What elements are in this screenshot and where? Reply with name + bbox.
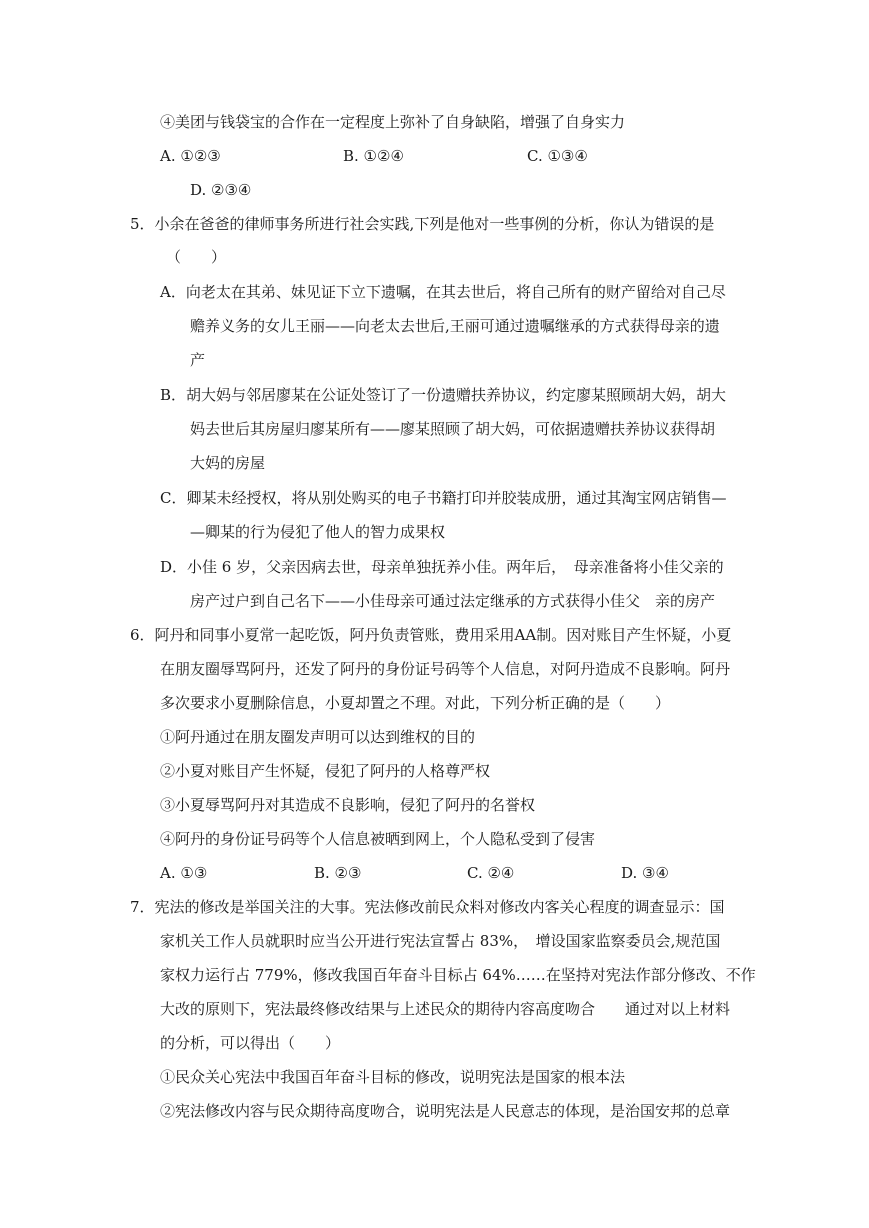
q6-option-b: B. ②③ bbox=[314, 864, 362, 882]
q5-option-a-line2: 赡养义务的女儿王丽——向老太去世后,王丽可通过遗嘱继承的方式获得母亲的遗 bbox=[190, 317, 720, 335]
q5-option-c-line2: —卿某的行为侵犯了他人的智力成果权 bbox=[190, 523, 446, 541]
q4-statement-4: ④美团与钱袋宝的合作在一定程度上弥补了自身缺陷，增强了自身实力 bbox=[160, 113, 626, 131]
q5-option-b-line3: 大妈的房屋 bbox=[190, 454, 266, 472]
q6-statement-2: ②小夏对账目产生怀疑，侵犯了阿丹的人格尊严权 bbox=[160, 762, 491, 780]
q7-stem-line1: 7．宪法的修改是举国关注的大事。宪法修改前民众料对修改内客关心程度的调查显示：国 bbox=[130, 898, 725, 916]
q6-option-d: D. ③④ bbox=[621, 864, 669, 882]
q6-option-c: C. ②④ bbox=[467, 864, 515, 882]
q5-option-d-line1: D．小佳 6 岁，父亲因病去世，母亲单独抚养小佳。两年后， 母亲准备将小佳父亲的 bbox=[160, 558, 724, 576]
q6-option-a: A. ①③ bbox=[160, 864, 208, 882]
q7-stem-line3: 家权力运行占 779%，修改我国百年奋斗目标占 64%……在坚持对宪法作部分修改、不作 bbox=[160, 966, 756, 984]
q5-option-b-line1: B．胡大妈与邻居廖某在公证处签订了一份遗赠扶养协议，约定廖某照顾胡大妈，胡大 bbox=[160, 386, 727, 404]
q5-stem: 5．小余在爸爸的律师事务所进行社会实践,下列是他对一些事例的分析，你认为错误的是 bbox=[130, 215, 715, 233]
q7-stem-line4: 大改的原则下，宪法最终修改结果与上述民众的期待内容高度吻合 通过对以上材料 bbox=[160, 1000, 731, 1018]
q7-stem-line5: 的分析，可以得出（ ） bbox=[160, 1034, 341, 1052]
q6-stem-line1: 6．阿丹和同事小夏常一起吃饭，阿丹负责管账，费用采用AA制。因对账目产生怀疑，小夏 bbox=[130, 626, 732, 644]
q7-statement-2: ②宪法修改内容与民众期待高度吻合，说明宪法是人民意志的体现，是治国安邦的总章 bbox=[160, 1102, 731, 1120]
q4-option-c: C. ①③④ bbox=[527, 147, 588, 165]
q6-statement-3: ③小夏辱骂阿丹对其造成不良影响，侵犯了阿丹的名誉权 bbox=[160, 796, 536, 814]
q7-statement-1: ①民众关心宪法中我国百年奋斗目标的修改，说明宪法是国家的根本法 bbox=[160, 1068, 626, 1086]
q4-option-b: B. ①②④ bbox=[343, 147, 404, 165]
q6-stem-line3: 多次要求小夏删除信息，小夏却置之不理。对此，下列分析正确的是（ ） bbox=[160, 694, 671, 712]
q5-option-a-line1: A．向老太在其弟、妹见证下立下遗嘱，在其去世后，将自己所有的财产留给对自己尽 bbox=[160, 283, 726, 301]
q5-option-a-line3: 产 bbox=[190, 351, 206, 369]
q5-option-b-line2: 妈去世后其房屋归廖某所有——廖某照顾了胡大妈，可依据遗赠扶养协议获得胡 bbox=[190, 420, 716, 438]
q4-option-d: D. ②③④ bbox=[190, 181, 252, 199]
q7-stem-line2: 家机关工作人员就职时应当公开进行宪法宣誓占 83%， 增设国家监察委员会,规范国 bbox=[160, 932, 721, 950]
q6-statement-1: ①阿丹通过在朋友圈发声明可以达到维权的目的 bbox=[160, 728, 476, 746]
q5-option-c-line1: C．卿某未经授权，将从别处购买的电子书籍打印并胶装成册，通过其淘宝网店销售— bbox=[160, 489, 727, 507]
q4-option-a: A. ①②③ bbox=[160, 147, 221, 165]
q6-stem-line2: 在朋友圈辱骂阿丹，还发了阿丹的身份证号码等个人信息，对阿丹造成不良影响。阿丹 bbox=[160, 660, 731, 678]
q5-answer-paren: （ ） bbox=[166, 248, 227, 266]
q6-statement-4: ④阿丹的身份证号码等个人信息被晒到网上，个人隐私受到了侵害 bbox=[160, 830, 596, 848]
q5-option-d-line2: 房产过户到自己名下——小佳母亲可通过法定继承的方式获得小佳父 亲的房产 bbox=[190, 592, 716, 610]
